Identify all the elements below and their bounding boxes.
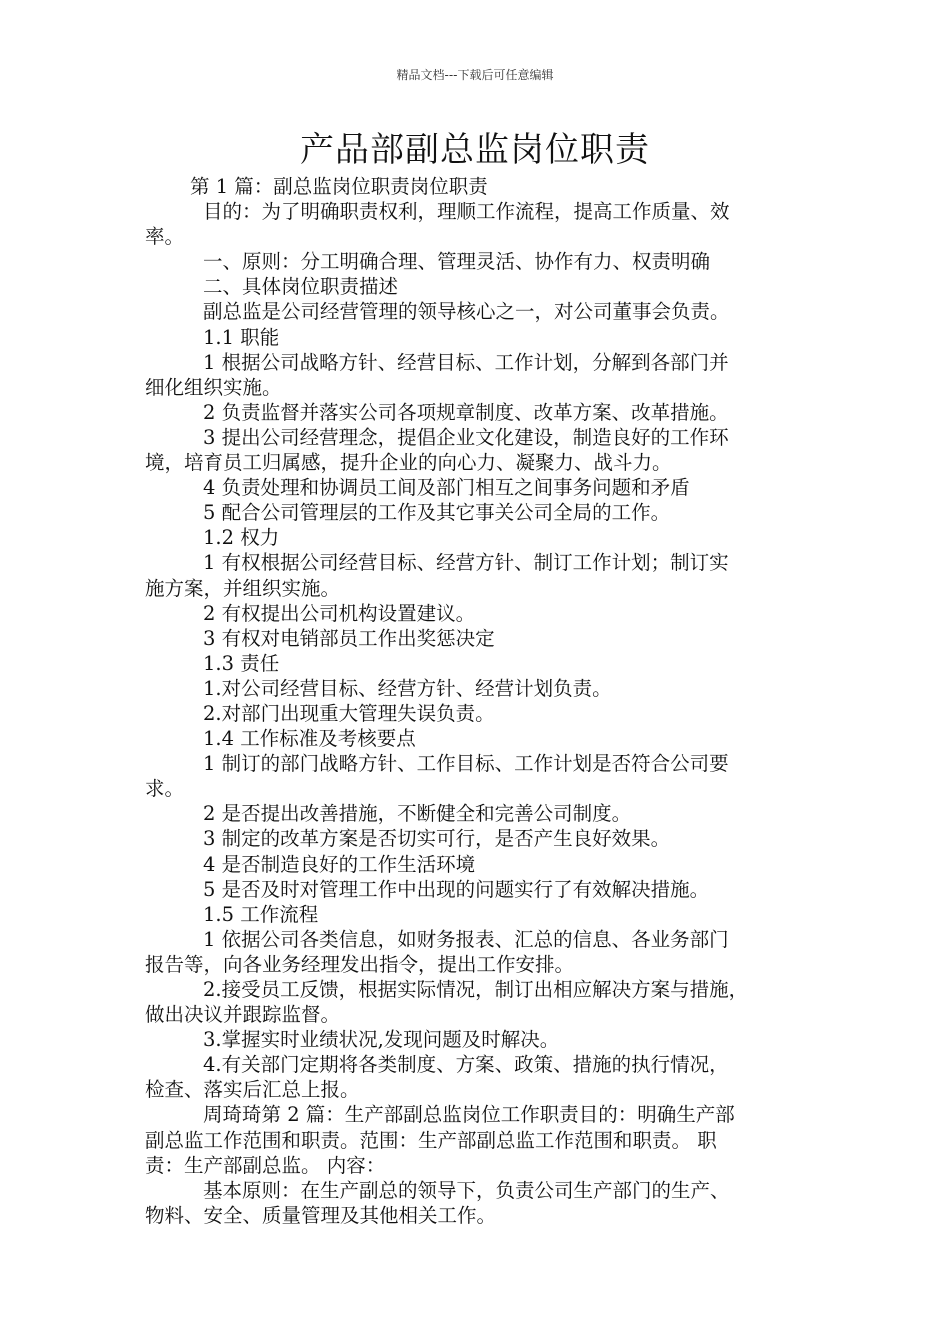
body-line: 检查、落实后汇总上报。 bbox=[145, 1078, 360, 1102]
body-line: 报告等，向各业务经理发出指令，提出工作安排。 bbox=[145, 952, 575, 976]
body-line: 2 是否提出改善措施，不断健全和完善公司制度。 bbox=[203, 802, 632, 826]
body-line: 5 是否及时对管理工作中出现的问题实行了有效解决措施。 bbox=[203, 877, 710, 901]
body-line: 目的：为了明确职责权利，理顺工作流程，提高工作质量、效 bbox=[203, 200, 730, 224]
body-line: 1 有权根据公司经营目标、经营方针、制订工作计划；制订实 bbox=[203, 551, 729, 575]
body-line: 2.接受员工反馈，根据实际情况，制订出相应解决方案与措施， bbox=[203, 978, 749, 1001]
body-line: 1 依据公司各类信息，如财务报表、汇总的信息、各业务部门 bbox=[203, 927, 729, 951]
body-line: 基本原则：在生产副总的领导下，负责公司生产部门的生产、 bbox=[203, 1178, 730, 1202]
body-line: 副总监工作范围和职责。范围：生产部副总监工作范围和职责。 职 bbox=[145, 1128, 717, 1152]
page-header: 精品文档---下载后可任意编辑 bbox=[396, 68, 554, 82]
body-line: 1.5 工作流程 bbox=[203, 902, 319, 926]
body-line: 1.1 职能 bbox=[203, 325, 280, 349]
body-line: 3 提出公司经营理念，提倡企业文化建设，制造良好的工作环 bbox=[203, 425, 729, 449]
body-line: 2 负责监督并落实公司各项规章制度、改革方案、改革措施。 bbox=[203, 400, 729, 424]
body-line: 3.掌握实时业绩状况,发现问题及时解决。 bbox=[203, 1028, 560, 1052]
body-line: 1 根据公司战略方针、经营目标、工作计划，分解到各部门并 bbox=[203, 350, 729, 374]
body-line: 责：生产部副总监。 内容： bbox=[145, 1153, 386, 1177]
body-line: 境，培育员工归属感，提升企业的向心力、凝聚力、战斗力。 bbox=[145, 451, 672, 475]
body-line: 1.3 责任 bbox=[203, 651, 280, 675]
body-line: 4.有关部门定期将各类制度、方案、政策、措施的执行情况， bbox=[203, 1053, 729, 1077]
document-body bbox=[145, 174, 811, 1228]
body-line: 1.对公司经营目标、经营方针、经营计划负责。 bbox=[203, 676, 612, 700]
document-title: 产品部副总监岗位职责 bbox=[300, 130, 650, 170]
body-line: 4 负责处理和协调员工间及部门相互之间事务问题和矛盾 bbox=[203, 476, 690, 500]
body-line: 4 是否制造良好的工作生活环境 bbox=[203, 852, 476, 876]
body-line: 1.4 工作标准及考核要点 bbox=[203, 727, 416, 751]
body-line: 2.对部门出现重大管理失误负责。 bbox=[203, 701, 495, 725]
body-line: 一、原则：分工明确合理、管理灵活、协作有力、权责明确 bbox=[203, 250, 711, 274]
body-line: 2 有权提出公司机构设置建议。 bbox=[203, 601, 476, 625]
body-line: 二、具体岗位职责描述 bbox=[203, 275, 399, 299]
body-line: 3 制定的改革方案是否切实可行，是否产生良好效果。 bbox=[203, 827, 671, 851]
body-line: 物料、安全、质量管理及其他相关工作。 bbox=[145, 1203, 497, 1227]
body-line: 副总监是公司经营管理的领导核心之一，对公司董事会负责。 bbox=[203, 300, 730, 324]
body-line: 1.2 权力 bbox=[203, 526, 280, 550]
body-line: 求。 bbox=[145, 777, 185, 801]
body-line: 周琦琦第 2 篇：生产部副总监岗位工作职责目的：明确生产部 bbox=[203, 1103, 735, 1127]
body-line: 做出决议并跟踪监督。 bbox=[145, 1003, 341, 1027]
body-line: 第 1 篇：副总监岗位职责岗位职责 bbox=[190, 175, 488, 198]
body-line: 1 制订的部门战略方针、工作目标、工作计划是否符合公司要 bbox=[203, 752, 729, 776]
body-line: 5 配合公司管理层的工作及其它事关公司全局的工作。 bbox=[203, 501, 671, 525]
body-line: 细化组织实施。 bbox=[145, 375, 282, 399]
body-line: 3 有权对电销部员工作出奖惩决定 bbox=[203, 626, 495, 650]
body-line: 施方案，并组织实施。 bbox=[145, 576, 341, 600]
body-line: 率。 bbox=[145, 225, 185, 249]
